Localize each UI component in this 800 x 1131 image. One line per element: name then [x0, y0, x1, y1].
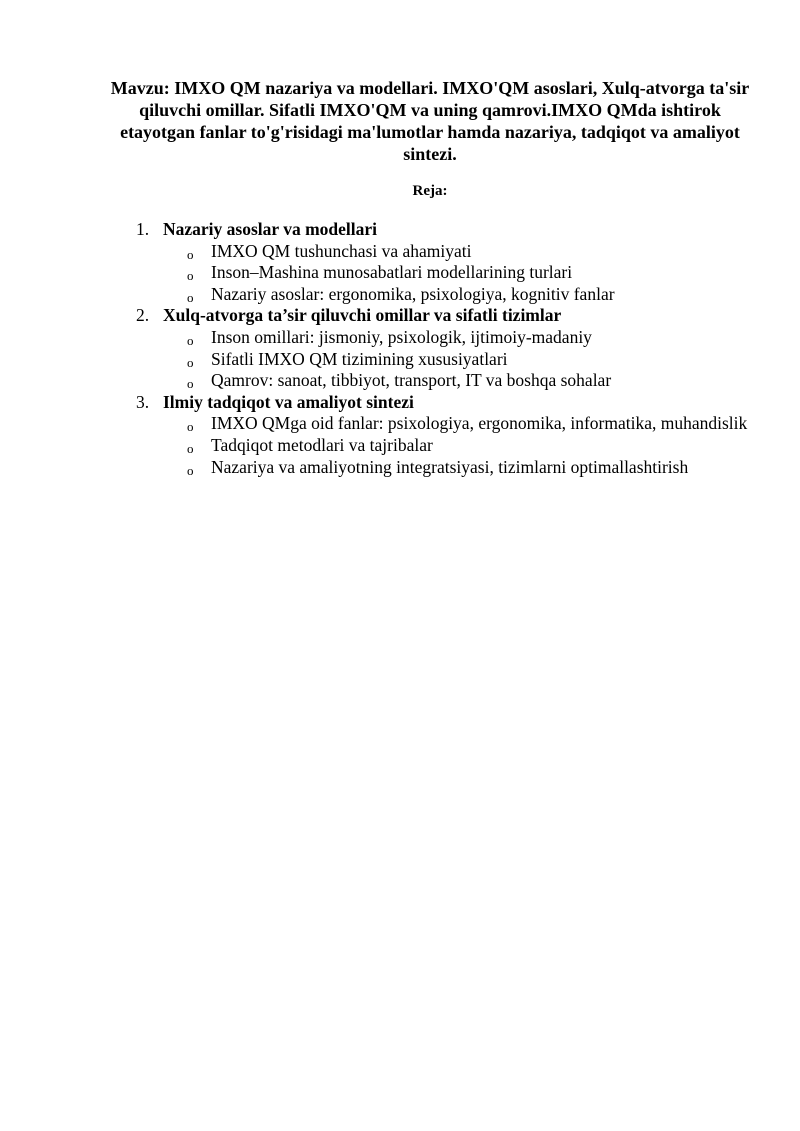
section-item-list — [136, 241, 756, 306]
bullet-icon: o — [187, 354, 194, 370]
bullet-icon: o — [187, 289, 194, 305]
list-item — [136, 327, 756, 349]
list-item — [136, 457, 756, 479]
list-item — [136, 284, 756, 306]
section-title: Ilmiy tadqiqot va amaliyot sintezi — [163, 391, 414, 412]
list-item-text: Inson–Mashina munosabatlari modellarining turlari — [211, 262, 573, 283]
list-item-text: IMXO QMga oid fanlar: psixologiya, ergonomika, informatika, muhandislik — [211, 413, 748, 434]
list-item — [136, 370, 756, 392]
bullet-icon: o — [187, 268, 194, 284]
bullet-icon: o — [187, 376, 194, 392]
list-item-text: Sifatli IMXO QM tizimining xususiyatlari — [211, 348, 508, 369]
plan-outline — [136, 219, 756, 478]
section-item-list — [136, 327, 756, 392]
document-title: Mavzu: IMXO QM nazariya va modellari. IMXO'QM asoslari, Xulq-atvorga ta'sir qiluvchi omillar. Sifatli IMXO'QM va uning qamrovi.IMXO QMda ishtirok etayotgan fanlar to'g'risidagi ma'lumotlar hamda nazariya, tadqiqot va amaliyot sintezi. — [110, 78, 750, 164]
bullet-icon: o — [187, 419, 194, 435]
list-item — [136, 435, 756, 457]
bullet-icon: o — [187, 462, 194, 478]
list-item — [136, 262, 756, 284]
list-item-text: IMXO QM tushunchasi va ahamiyati — [211, 240, 472, 261]
list-item — [136, 413, 756, 435]
list-item-text: Tadqiqot metodlari va tajribalar — [211, 434, 433, 455]
bullet-icon: o — [187, 246, 194, 262]
list-item-text: Inson omillari: jismoniy, psixologik, ijtimoiy-madaniy — [211, 326, 592, 347]
list-item-text: Qamrov: sanoat, tibbiyot, transport, IT va boshqa sohalar — [211, 370, 612, 391]
bullet-icon: o — [187, 440, 194, 456]
list-item-text: Nazariya va amaliyotning integratsiyasi, tizimlarni optimallashtirish — [211, 456, 689, 477]
plan-section — [136, 392, 756, 478]
section-number: 2. — [136, 305, 150, 326]
section-heading — [136, 305, 756, 327]
section-heading — [136, 219, 756, 241]
section-title: Xulq-atvorga ta’sir qiluvchi omillar va sifatli tizimlar — [163, 305, 562, 326]
plan-section — [136, 219, 756, 305]
list-item — [136, 241, 756, 263]
plan-section — [136, 305, 756, 391]
section-title: Nazariy asoslar va modellari — [163, 219, 378, 239]
bullet-icon: o — [187, 332, 194, 348]
plan-label: Reja: — [412, 183, 448, 199]
section-heading — [136, 392, 756, 414]
section-number: 1. — [136, 219, 150, 239]
list-item-text: Nazariy asoslar: ergonomika, psixologiya, kognitiv fanlar — [211, 283, 615, 304]
section-number: 3. — [136, 391, 150, 412]
section-item-list — [136, 413, 756, 478]
list-item — [136, 349, 756, 371]
